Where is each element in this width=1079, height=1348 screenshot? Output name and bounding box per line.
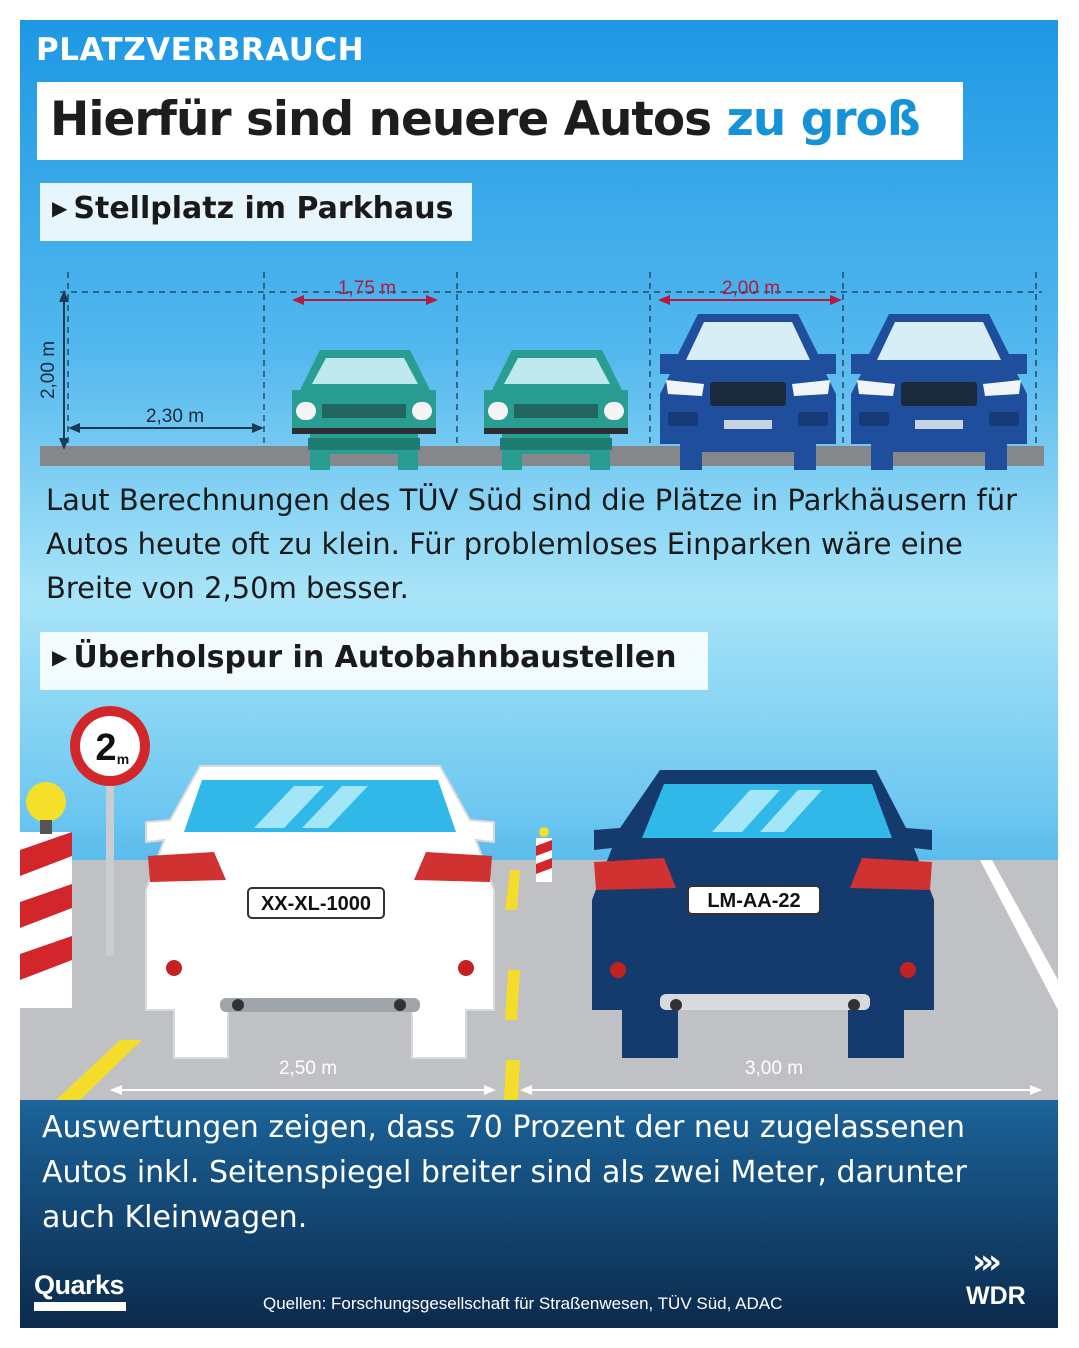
title-accent: zu groß <box>726 92 920 147</box>
lane-left-label: 2,50 m <box>278 1058 338 1079</box>
space-width-label: 2,30 m <box>145 406 205 427</box>
infographic-card <box>20 20 1058 1328</box>
parking-heading-text: Stellplatz im Parkhaus <box>73 191 454 226</box>
new-car-1 <box>660 314 836 470</box>
plate-left: XX-XL-1000 <box>260 893 372 915</box>
highway-heading-text: Überholspur in Autobahnbaustellen <box>73 640 677 675</box>
highway-text: Auswertungen zeigen, dass 70 Prozent der neu zugelassenen Autos inkl. Seitenspiegel breiter sind als zwei Meter, darunter auch Kleinwagen. <box>42 1110 967 1235</box>
page-title <box>50 92 920 147</box>
highway-heading <box>52 640 676 675</box>
play-triangle-icon: ▶ <box>52 196 68 220</box>
plate-right: LM-AA-22 <box>707 890 801 912</box>
old-car-1 <box>292 350 436 470</box>
wdr-chevron-icon: ››› <box>972 1242 997 1282</box>
sign-unit: m <box>116 751 130 767</box>
new-car-2 <box>851 314 1027 470</box>
parking-diagram <box>20 250 1058 480</box>
quarks-logo-bar <box>34 1302 126 1311</box>
play-triangle-icon: ▶ <box>52 645 68 669</box>
sources: Quellen: Forschungsgesellschaft für Straßenwesen, TÜV Süd, ADAC <box>263 1294 783 1313</box>
kicker: PLATZVERBRAUCH <box>36 32 365 68</box>
highway-diagram <box>20 680 1058 1100</box>
old-car-width-label: 1,75 m <box>337 278 397 299</box>
barrier-small <box>536 827 552 882</box>
title-main: Hierfür sind neuere Autos <box>50 92 712 147</box>
lane-right-label: 3,00 m <box>744 1058 804 1079</box>
parking-text: Laut Berechnungen des TÜV Süd sind die Plätze in Parkhäusern für Autos heute oft zu klein. Für problemloses Einparken wäre eine Breite von 2,50m besser. <box>46 483 1018 605</box>
height-label: 2,00 m <box>38 340 59 400</box>
parking-heading <box>52 191 453 226</box>
sign-value: 2 <box>95 727 117 769</box>
wdr-logo: WDR <box>966 1282 1026 1310</box>
barrier-left <box>20 782 72 1008</box>
old-car-2 <box>484 350 628 470</box>
quarks-logo: Quarks <box>34 1270 125 1300</box>
new-car-width-label: 2,00 m <box>721 278 781 299</box>
